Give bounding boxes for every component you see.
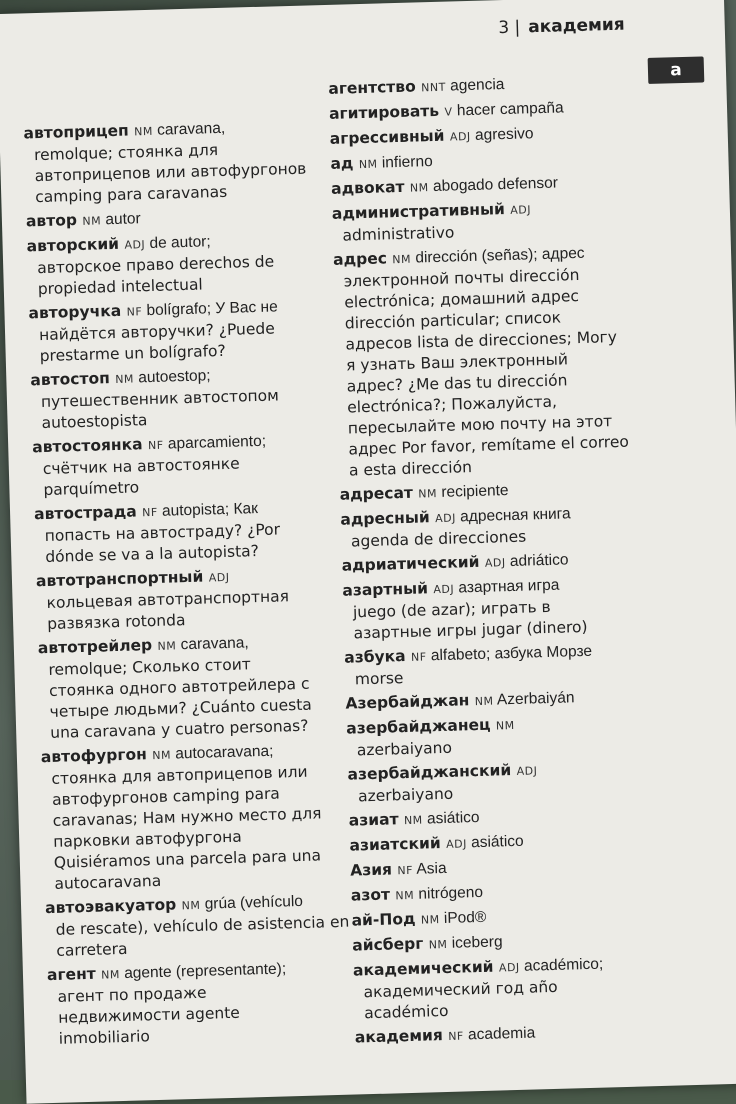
entry-continuation-line: electrónica?; Пожалуйста, — [347, 392, 558, 417]
entry-continuation-line: electrónica; домашний адрес — [344, 287, 580, 312]
entry-headword-line: академия NF academia — [354, 1024, 536, 1047]
entry-continuation-line: адрес Por favor, remítame el correo — [348, 432, 630, 459]
entry-continuation-line: caravanas; Нам нужно место для — [52, 804, 322, 830]
entry-continuation-line: адрес? ¿Me das tu dirección — [346, 371, 568, 396]
entry-continuation-line: автофургонов camping para — [51, 784, 281, 809]
entry-continuation-line: académico — [363, 1001, 449, 1023]
entry-headword-line: авторучка NF bolígrafo; У Вас не — [28, 298, 278, 323]
entry-continuation-line: академический год año — [363, 977, 558, 1002]
entry-headword-line: автоэвакуатор NM grúa (vehículo — [44, 892, 304, 918]
dictionary-entry — [32, 429, 334, 501]
entry-continuation-line: адресов lista de direcciones; Могу — [345, 327, 618, 354]
entry-continuation-line: una caravana y cuatro personas? — [49, 716, 309, 742]
entry-continuation-line: parquímetro — [43, 478, 140, 500]
entry-headword-line: азербайджанский ADJ — [347, 760, 538, 784]
dictionary-entry — [332, 194, 693, 247]
entry-continuation-line: попасть на автостраду? ¿Por — [44, 520, 281, 546]
dictionary-entry — [41, 739, 345, 895]
entry-continuation-line: carretera — [56, 939, 128, 960]
right-column — [328, 69, 715, 1053]
dictionary-entry — [26, 228, 328, 300]
entry-headword-line: азиатский ADJ asiático — [349, 832, 524, 855]
dictionary-entry — [38, 630, 341, 744]
dictionary-entry — [23, 115, 325, 208]
entry-headword-line: автостоп NM autoestop; — [30, 367, 211, 390]
entry-headword-line: административный ADJ — [331, 199, 532, 223]
entry-headword-line: азиат NM asiático — [348, 808, 480, 830]
entry-headword-line: адресный ADJ адресная книга — [340, 505, 571, 529]
page-header — [498, 15, 625, 39]
dictionary-entry — [344, 638, 705, 691]
entry-headword-line: азартный ADJ азартная игра — [342, 576, 560, 600]
entry-headword-line: адриатический ADJ adriático — [341, 551, 569, 575]
entry-continuation-line: парковки автофургона — [53, 827, 242, 851]
left-column — [23, 115, 349, 1053]
dictionary-entry — [47, 957, 349, 1050]
entry-headword-line: ай-Под NM iPod® — [351, 908, 487, 930]
entry-headword-line: Азия NF Asia — [349, 859, 447, 880]
entry-continuation-line: стоянка для автоприцепов или — [51, 762, 308, 788]
entry-continuation-line: автоприцепов или автофургонов — [34, 159, 307, 186]
entry-continuation-line: prestarme un bolígrafo? — [39, 341, 226, 366]
entry-continuation-line: четыре людьми? ¿Cuánto cuesta — [49, 695, 313, 721]
entry-headword-line: Азербайджан NM Azerbaiyán — [345, 689, 575, 713]
entry-headword-line: адресат NM recipiente — [339, 482, 509, 504]
dictionary-entry — [30, 362, 332, 434]
dictionary-entry — [342, 571, 704, 645]
dictionary-entry — [44, 890, 350, 962]
entry-headword-line: автоприцеп NM caravana, — [23, 119, 226, 143]
entry-headword-line: адрес NM dirección (señas); адрес — [332, 244, 585, 269]
entry-continuation-line: я узнать Ваш электронный — [345, 350, 569, 375]
entry-headword-line: агрессивный ADJ agresivo — [329, 125, 534, 148]
entry-continuation-line: azerbaiyano — [356, 738, 453, 760]
entry-continuation-line: найдётся авторучки? ¿Puede — [38, 319, 275, 345]
page-number: 3 | — [498, 17, 521, 39]
entry-continuation-line: электронной почты dirección — [343, 265, 580, 291]
entry-continuation-line: remolque; Сколько стоит — [48, 655, 252, 679]
entry-continuation-line: azerbaiyano — [357, 784, 454, 806]
dictionary-entry — [28, 295, 330, 367]
entry-continuation-line: пересылайте мою почту на этот — [347, 412, 613, 438]
entry-continuation-line: азартные игры jugar (dinero) — [353, 617, 588, 643]
entry-headword-line: авторский ADJ de autor; — [26, 233, 211, 256]
entry-continuation-line: путешественник автостопом — [40, 386, 280, 412]
dictionary-entry — [340, 500, 701, 553]
entry-continuation-line: morse — [354, 669, 404, 689]
entry-continuation-line: счётчик на автостоянке — [42, 454, 240, 479]
entry-continuation-line: стоянка одного автотрейлера с — [48, 674, 310, 700]
entry-headword-line: автостоянка NF aparcamiento; — [31, 432, 267, 457]
entry-headword-line: автотрейлер NM caravana, — [37, 634, 249, 658]
entry-continuation-line: кольцевая автотранспортная — [46, 587, 290, 612]
entry-headword-line: агентство NNT agencia — [328, 76, 505, 98]
entry-continuation-line: dirección particular; список — [344, 308, 562, 333]
entry-continuation-line: a esta dirección — [348, 458, 473, 480]
entry-headword-line: айсберг NM iceberg — [352, 933, 503, 955]
entry-continuation-line: remolque; стоянка для — [33, 141, 219, 165]
entry-headword-line: агитировать V hacer campaña — [328, 99, 564, 123]
entry-headword-line: автор NM autor — [25, 210, 141, 231]
entry-headword-line: азбука NF alfabeto; азбука Морзе — [343, 642, 593, 667]
entry-continuation-line: administrativo — [342, 223, 455, 245]
entry-continuation-line: Quisiéramos una parcela para una — [53, 846, 322, 872]
dictionary-entry — [36, 563, 338, 635]
entry-headword-line: азот NM nitrógeno — [350, 883, 484, 905]
entry-headword-line: академический ADJ académico; — [352, 955, 604, 980]
entry-headword-line: агент NM agente (representante); — [46, 960, 287, 985]
entry-continuation-line: авторское право derechos de — [36, 252, 275, 278]
dictionary-entry — [347, 755, 708, 808]
dictionary-entry — [346, 709, 707, 762]
entry-headword-line: автотранспортный ADJ — [35, 567, 230, 591]
dictionary-entry — [34, 496, 336, 568]
entry-continuation-line: autoestopista — [41, 411, 148, 433]
entry-continuation-line: de rescate), vehículo de asistencia en — [55, 912, 350, 939]
entry-headword-line: автофургон NM autocaravana; — [40, 742, 274, 767]
letter-tab: a — [648, 56, 705, 84]
entry-continuation-line: juego (de azar); играть в — [352, 597, 551, 622]
entry-continuation-line: развязка rotonda — [46, 611, 186, 633]
entry-continuation-line: propiedad intelectual — [37, 275, 203, 299]
entry-headword-line: ад NM infierno — [330, 153, 433, 173]
entry-continuation-line: autocaravana — [54, 871, 162, 893]
dictionary-entry — [353, 951, 715, 1025]
entry-continuation-line: недвижимости agente — [57, 1003, 241, 1027]
entry-headword-line: автострада NF autopista; Как — [33, 500, 259, 524]
entry-headword-line: адвокат NM abogado defensor — [330, 174, 559, 198]
entry-continuation-line: camping para caravanas — [35, 182, 228, 207]
entry-continuation-line: агент по продаже — [57, 983, 207, 1006]
dictionary-entry — [333, 240, 699, 482]
guide-word: академия — [527, 14, 625, 38]
entry-continuation-line: inmobiliario — [58, 1027, 151, 1048]
entry-continuation-line: agenda de direcciones — [350, 527, 527, 551]
entry-continuation-line: dónde se va a la autopista? — [45, 542, 260, 566]
entry-headword-line: азербайджанец NM — [345, 715, 515, 738]
